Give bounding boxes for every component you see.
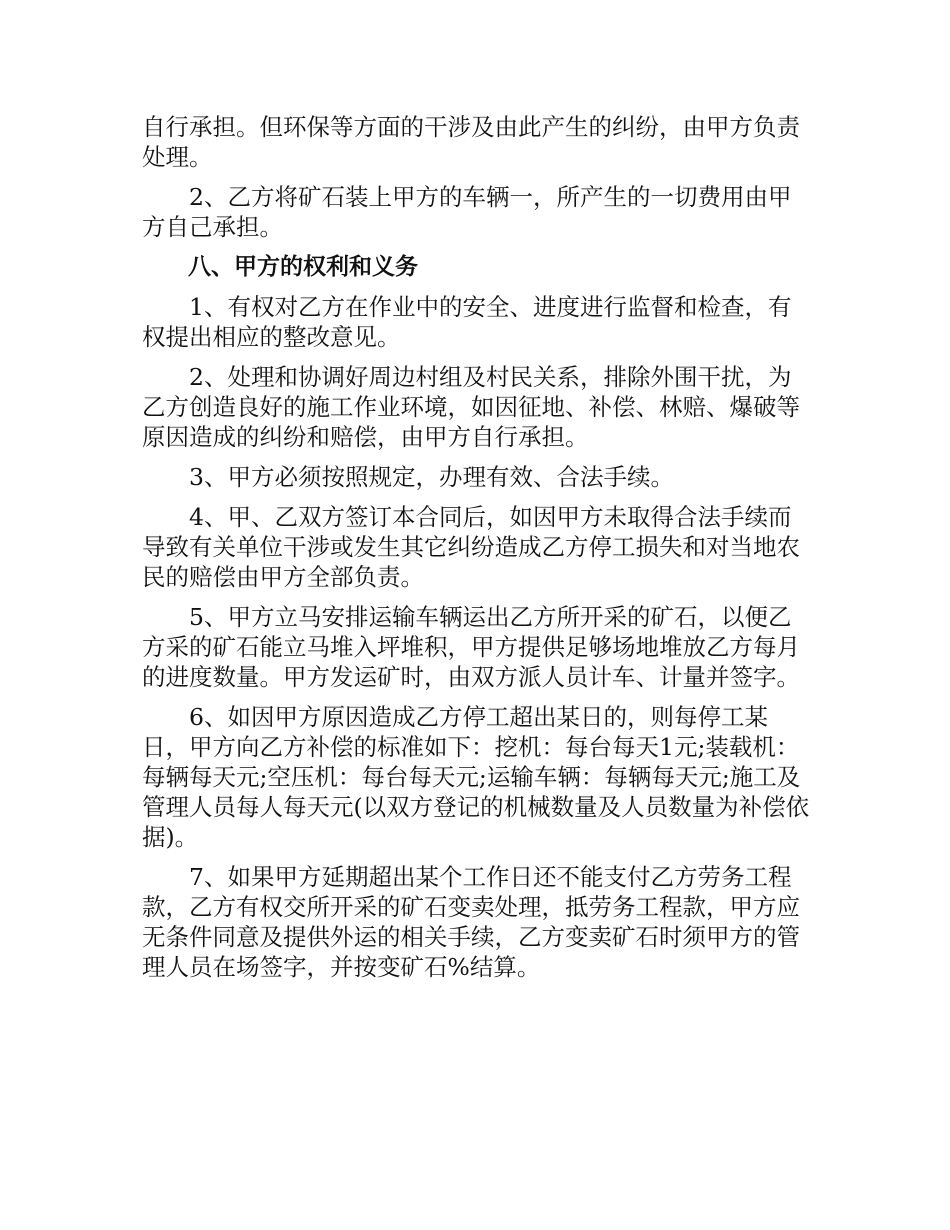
paragraph-item-2: 2、乙方将矿石装上甲方的车辆一，所产生的一切费用由甲方自己承担。 (142, 183, 792, 241)
section-item-3: 3、甲方必须按照规定，办理有效、合法手续。 (189, 463, 674, 491)
section-heading: 八、甲方的权利和义务 (188, 254, 418, 280)
document-body (142, 112, 814, 992)
section-item-1: 1、有权对乙方在作业中的安全、进度进行监督和检查，有权提出相应的整改意见。 (142, 293, 792, 351)
section-item-7: 7、如果甲方延期超出某个工作日还不能支付乙方劳务工程款，乙方有权交所开采的矿石变卖处理，抵劳务工程款，甲方应无条件同意及提供外运的相关手续，乙方变卖矿石时须甲方的管理人员在场签字，并按变矿石%结算。 (142, 863, 800, 981)
section-item-4: 4、甲、乙双方签订本合同后，如因甲方未取得合法手续而导致有关单位干涉或发生其它纠纷造成乙方停工损失和对当地农民的赔偿由甲方全部负责。 (142, 503, 800, 591)
section-item-2: 2、处理和协调好周边村组及村民关系，排除外围干扰，为乙方创造良好的施工作业环境，如因征地、补偿、林赔、爆破等原因造成的纠纷和赔偿，由甲方自行承担。 (142, 363, 800, 451)
section-item-6: 6、如因甲方原因造成乙方停工超出某日的，则每停工某日，甲方向乙方补偿的标准如下：挖机：每台每天1元;装载机：每辆每天元;空压机：每台每天元;运输车辆：每辆每天元;施工及管理人员每人每天元(以双方登记的机械数量及人员数量为补偿依据)。 (142, 703, 810, 851)
section-item-5: 5、甲方立马安排运输车辆运出乙方所开采的矿石，以便乙方采的矿石能立马堆入坪堆积，甲方提供足够场地堆放乙方每月的进度数量。甲方发运矿时，由双方派人员计车、计量并签字。 (142, 603, 800, 691)
paragraph-continuation: 自行承担。但环保等方面的干涉及由此产生的纠纷，由甲方负责处理。 (142, 113, 800, 171)
